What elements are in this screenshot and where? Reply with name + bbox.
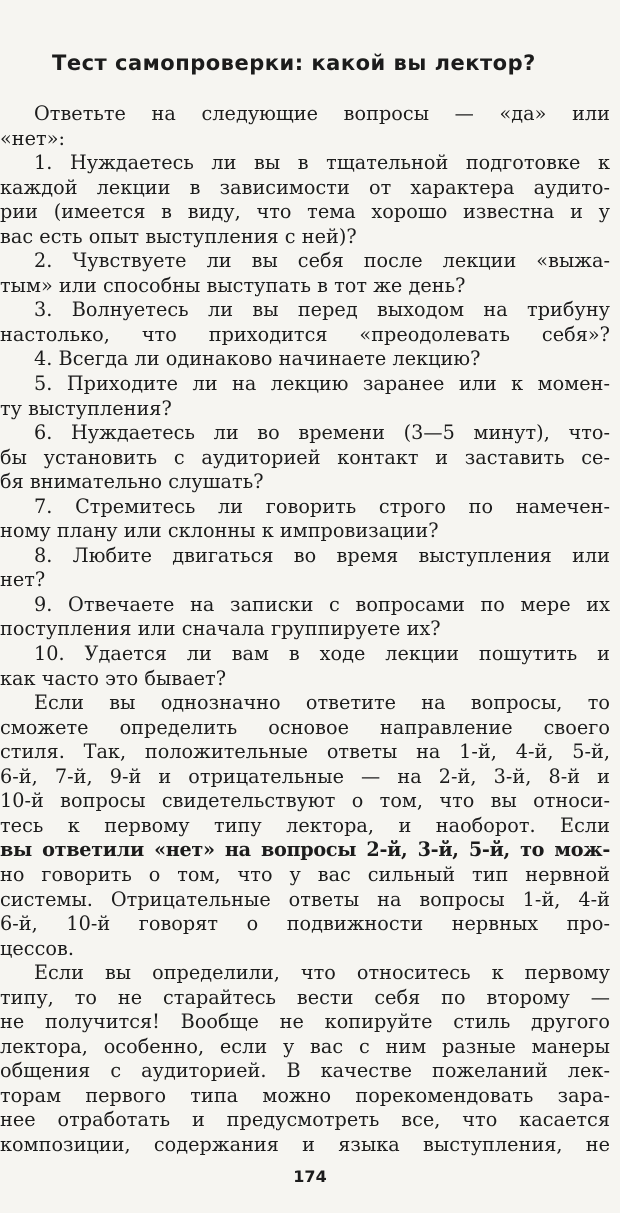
question-line: 7. Стремитесь ли говорить строго по намечен-	[34, 494, 610, 518]
question-line: рии (имеется в виду, что тема хорошо известна и у	[0, 200, 610, 224]
text-line: общения с аудиторией. В качестве пожеланий лек-	[0, 1059, 610, 1083]
question-line: 4. Всегда ли одинаково начинаете лекцию?	[34, 347, 481, 371]
question-line: 2. Чувствуете ли вы себя после лекции «выжа-	[34, 249, 610, 273]
section-title: Тест самопроверки: какой вы лектор?	[52, 51, 536, 75]
text-line: 6-й, 7-й, 9-й и отрицательные — на 2-й, 3-й, 8-й и	[0, 764, 610, 788]
text-line: композиции, содержания и языка выступления, не	[0, 1132, 610, 1156]
question-line: ту выступления?	[0, 396, 172, 420]
text-line: торам первого типа можно порекомендовать зара-	[0, 1083, 610, 1107]
body-text	[0, 102, 610, 1158]
question-line: ному плану или склонны к импровизации?	[0, 519, 439, 543]
text-line: не получится! Вообще не копируйте стиль другого	[0, 1010, 610, 1034]
text-line: нее отработать и предусмотреть все, что касается	[0, 1108, 610, 1132]
question-line: вас есть опыт выступления с ней)?	[0, 224, 357, 248]
text-line: но говорить о том, что у вас сильный тип нервной	[0, 862, 610, 886]
text-line: типу, то не старайтесь вести себя по второму —	[0, 985, 610, 1009]
page-number: 174	[293, 1167, 327, 1186]
text-line: цессов.	[0, 936, 74, 960]
question-line: 5. Приходите ли на лекцию заранее или к момен-	[34, 372, 610, 396]
text-line: Ответьте на следующие вопросы — «да» или	[34, 102, 610, 125]
question-line: 10. Удается ли вам в ходе лекции пошутить и	[34, 642, 610, 666]
question-line: как часто это бывает?	[0, 666, 227, 690]
text-line: сможете определить основое направление своего	[0, 715, 610, 739]
question-line: 9. Отвечаете на записки с вопросами по мере их	[34, 592, 610, 616]
question-line: 8. Любите двигаться во время выступления или	[34, 543, 610, 567]
question-line: бы установить с аудиторией контакт и заставить се-	[0, 445, 610, 469]
question-line: поступления или сначала группируете их?	[0, 617, 441, 641]
question-line: тым» или способны выступать в тот же день?	[0, 273, 466, 297]
question-line: нет?	[0, 568, 46, 592]
text-line: Если вы однозначно ответите на вопросы, то	[34, 691, 610, 715]
question-line: бя внимательно слушать?	[0, 470, 264, 494]
text-line: 6-й, 10-й говорят о подвижности нервных про-	[0, 912, 610, 936]
question-line: каждой лекции в зависимости от характера аудито-	[0, 175, 610, 199]
text-line: системы. Отрицательные ответы на вопросы 1-й, 4-й	[0, 887, 610, 911]
text-line: лектора, особенно, если у вас с ним разные манеры	[0, 1034, 610, 1058]
question-line: 1. Нуждаетесь ли вы в тщательной подготовке к	[34, 151, 610, 175]
question-line: 3. Волнуетесь ли вы перед выходом на трибуну	[34, 298, 610, 322]
text-line: «нет»:	[0, 126, 66, 150]
text-line: 10-й вопросы свидетельствуют о том, что вы относи-	[0, 789, 610, 813]
text-line: стиля. Так, положительные ответы на 1-й, 4-й, 5-й,	[0, 740, 610, 764]
question-line: настолько, что приходится «преодолевать себя»?	[0, 322, 610, 346]
text-line: вы ответили «нет» на вопросы 2-й, 3-й, 5-й, то мож-	[0, 838, 610, 862]
text-line: тесь к первому типу лектора, и наоборот. Если	[0, 813, 610, 837]
text-line: Если вы определили, что относитесь к первому	[34, 961, 610, 985]
question-line: 6. Нуждаетесь ли во времени (3—5 минут), что-	[34, 421, 610, 445]
